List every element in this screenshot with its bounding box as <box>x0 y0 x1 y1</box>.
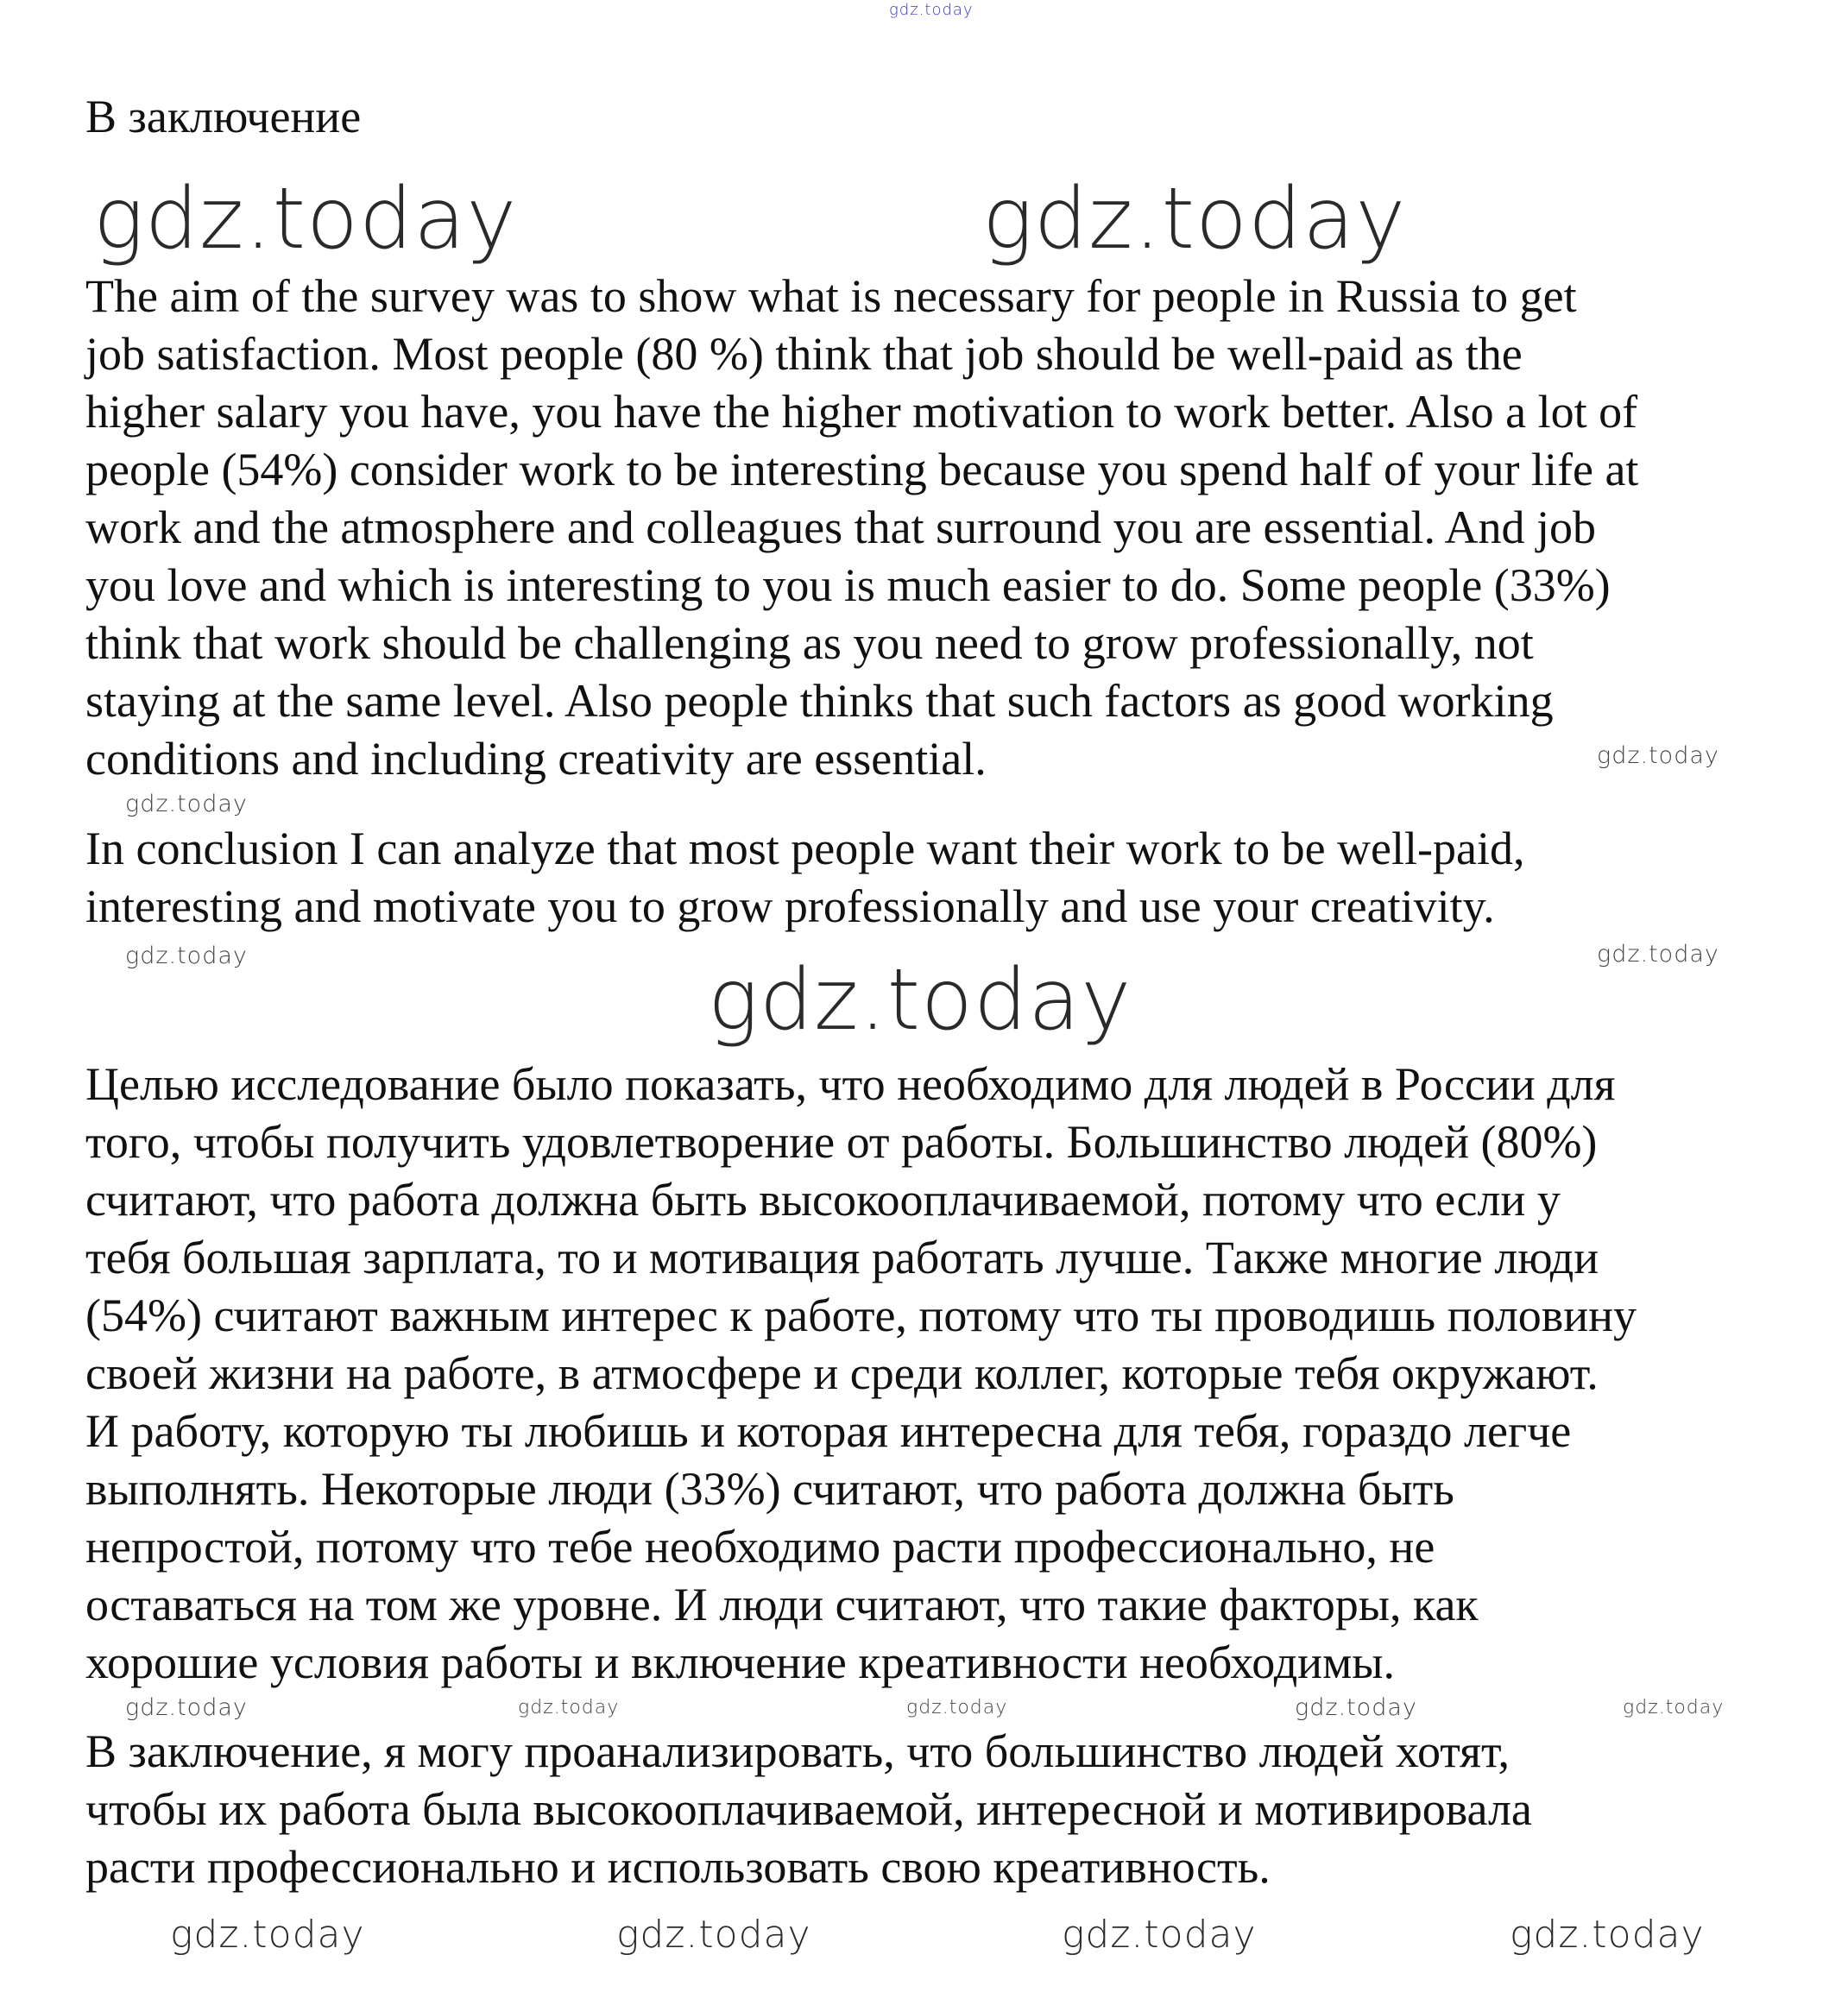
text-line: непростой, потому что тебе необходимо расти профессионально, не <box>85 1521 1435 1573</box>
paragraph-english-2 <box>85 820 1524 936</box>
text-line: In conclusion I can analyze that most people want their work to be well-paid, <box>85 823 1525 874</box>
watermark: gdz.today <box>1623 1697 1725 1718</box>
text-line: того, чтобы получить удовлетворение от работы. Большинство людей (80%) <box>85 1116 1598 1168</box>
text-line: В заключение, я могу проанализировать, что большинство людей хотят, <box>85 1725 1511 1777</box>
text-line: расти профессионально и использовать свою креативность. <box>85 1841 1271 1893</box>
watermark: gdz.today <box>1062 1913 1257 1957</box>
text-line: work and the atmosphere and colleagues that surround you are essential. And job <box>85 501 1597 553</box>
text-line: higher salary you have, you have the higher motivation to work better. Also a lot of <box>85 386 1638 438</box>
watermark: gdz.today <box>1510 1913 1705 1957</box>
watermark: gdz.today <box>170 1913 365 1957</box>
text-line: staying at the same level. Also people thinks that such factors as good working <box>85 675 1554 727</box>
paragraph-russian-1 <box>85 1056 1637 1692</box>
watermark: gdz.today <box>1597 941 1719 968</box>
watermark: gdz.today <box>982 170 1407 268</box>
watermark: gdz.today <box>1597 742 1719 769</box>
paragraph-english-1 <box>85 268 1638 788</box>
text-line: тебя большая зарплата, то и мотивация работать лучше. Также многие люди <box>85 1232 1599 1283</box>
text-line: job satisfaction. Most people (80 %) think that job should be well-paid as the <box>85 328 1523 380</box>
text-line: своей жизни на работе, в атмосфере и среди коллег, которые тебя окружают. <box>85 1347 1599 1399</box>
watermark: gdz.today <box>125 943 248 969</box>
text-line: Целью исследование было показать, что необходимо для людей в России для <box>85 1058 1616 1110</box>
watermark-top: gdz.today <box>889 1 974 19</box>
watermark: gdz.today <box>125 1694 248 1721</box>
watermark: gdz.today <box>906 1697 1008 1718</box>
text-line: interesting and motivate you to grow professionally and use your creativity. <box>85 880 1495 932</box>
text-line: conditions and including creativity are essential. <box>85 733 987 785</box>
text-line: оставаться на том же уровне. И люди считают, что такие факторы, как <box>85 1579 1479 1630</box>
text-line: хорошие условия работы и включение креативности необходимы. <box>85 1636 1396 1688</box>
text-line: think that work should be challenging as you need to grow professionally, not <box>85 617 1534 669</box>
text-line: И работу, которую ты любишь и которая интересна для тебя, гораздо легче <box>85 1405 1572 1457</box>
paragraph-russian-2 <box>85 1723 1532 1896</box>
text-line: считают, что работа должна быть высокооплачиваемой, потому что если у <box>85 1174 1561 1226</box>
watermark: gdz.today <box>125 791 248 817</box>
text-line: The aim of the survey was to show what is necessary for people in Russia to get <box>85 270 1577 322</box>
text-line: выполнять. Некоторые люди (33%) считают, что работа должна быть <box>85 1463 1454 1515</box>
watermark: gdz.today <box>1295 1694 1417 1721</box>
watermark: gdz.today <box>616 1913 811 1957</box>
watermark: gdz.today <box>93 170 518 268</box>
watermark: gdz.today <box>708 951 1132 1050</box>
text-line: чтобы их работа была высокооплачиваемой, интересной и мотивировала <box>85 1783 1532 1835</box>
text-line: (54%) считают важным интерес к работе, потому что ты проводишь половину <box>85 1289 1637 1341</box>
text-line: people (54%) consider work to be interesting because you spend half of your life at <box>85 444 1639 495</box>
heading: В заключение <box>85 91 362 142</box>
text-line: you love and which is interesting to you is much easier to do. Some people (33%) <box>85 559 1611 611</box>
watermark: gdz.today <box>518 1697 620 1718</box>
